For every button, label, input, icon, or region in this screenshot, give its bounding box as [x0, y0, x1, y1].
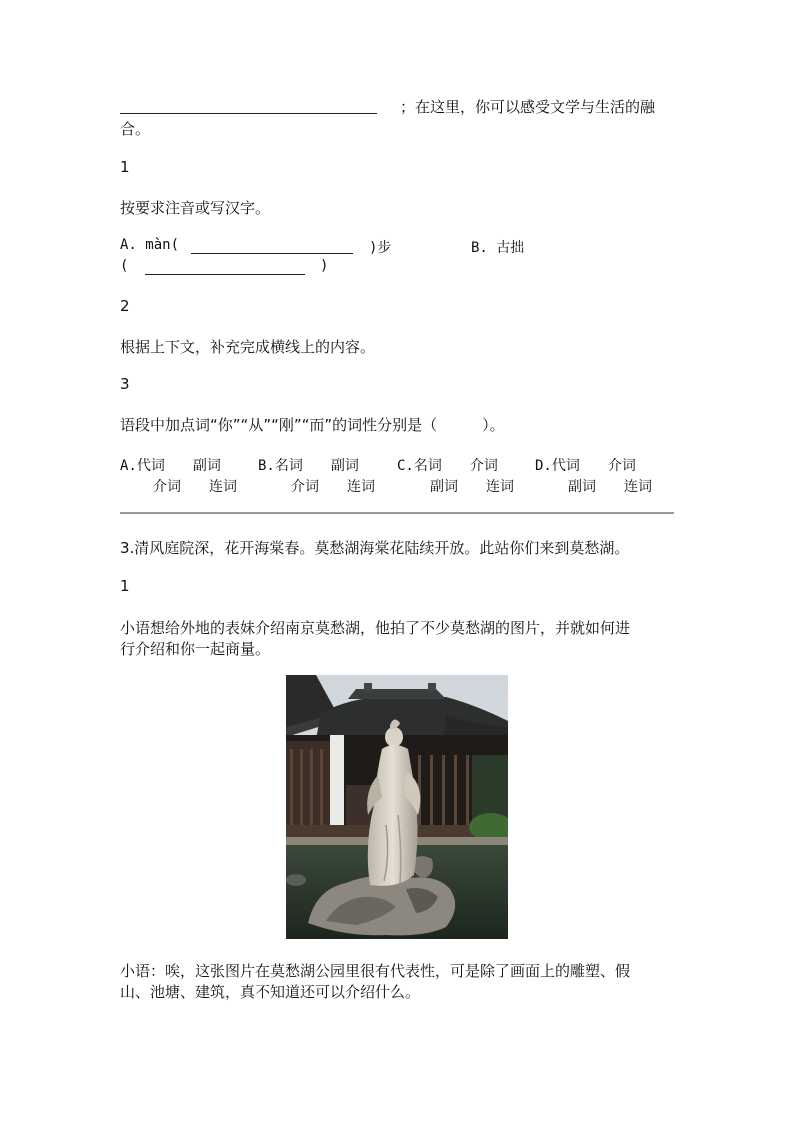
mochou-lake-statue-photo [286, 675, 508, 939]
question-3-instruction: 语段中加点词“你”“从”“刚”“而”的词性分别是（ ）。 [120, 416, 505, 434]
intro-text-wrap: 合。 [120, 120, 151, 138]
question-1-instruction: 按要求注音或写汉字。 [120, 199, 271, 217]
option-b-blank[interactable] [145, 274, 305, 275]
choice-c-row1[interactable]: C.名词 介词 [397, 458, 498, 474]
option-a-blank[interactable] [191, 253, 353, 254]
choice-c-row2: 副词 连词 [430, 479, 514, 495]
question-number-1: 1 [120, 158, 130, 176]
dialogue-line1: 小语：唉，这张图片在莫愁湖公园里很有代表性，可是除了画面上的雕塑、假 [120, 962, 631, 980]
question-2-instruction: 根据上下文，补充完成横线上的内容。 [120, 338, 376, 356]
section-3-prompt-line2: 行介绍和你一起商量。 [120, 640, 271, 658]
question-number-2: 2 [120, 297, 130, 315]
intro-text-tail: ；在这里，你可以感受文学与生活的融 [400, 98, 656, 116]
option-a-close: )步 [369, 240, 392, 256]
option-b-label: B. 古拙 [471, 240, 525, 256]
choice-a-row1[interactable]: A.代词 副词 [120, 458, 221, 474]
section-3-prompt-line1: 小语想给外地的表妹介绍南京莫愁湖，他拍了不少莫愁湖的图片，并就如何进 [120, 619, 631, 637]
choice-b-row2: 介词 连词 [291, 479, 375, 495]
choice-b-row1[interactable]: B.名词 副词 [258, 458, 359, 474]
section-3-question-number: 1 [120, 577, 130, 595]
option-b-open: ( [120, 258, 129, 274]
question-number-3: 3 [120, 375, 130, 393]
choice-a-row2: 介词 连词 [153, 479, 237, 495]
choice-d-row2: 副词 连词 [568, 479, 652, 495]
option-b-close: ) [320, 258, 329, 274]
section-3-heading: 3.清风庭院深，花开海棠春。莫愁湖海棠花陆续开放。此站你们来到莫愁湖。 [120, 539, 630, 557]
option-a-label: A. màn( [120, 237, 180, 253]
dialogue-line2: 山、池塘、建筑，真不知道还可以介绍什么。 [120, 983, 421, 1001]
answer-blank-intro[interactable] [120, 113, 377, 114]
section-divider [120, 512, 674, 514]
choice-d-row1[interactable]: D.代词 介词 [535, 458, 636, 474]
